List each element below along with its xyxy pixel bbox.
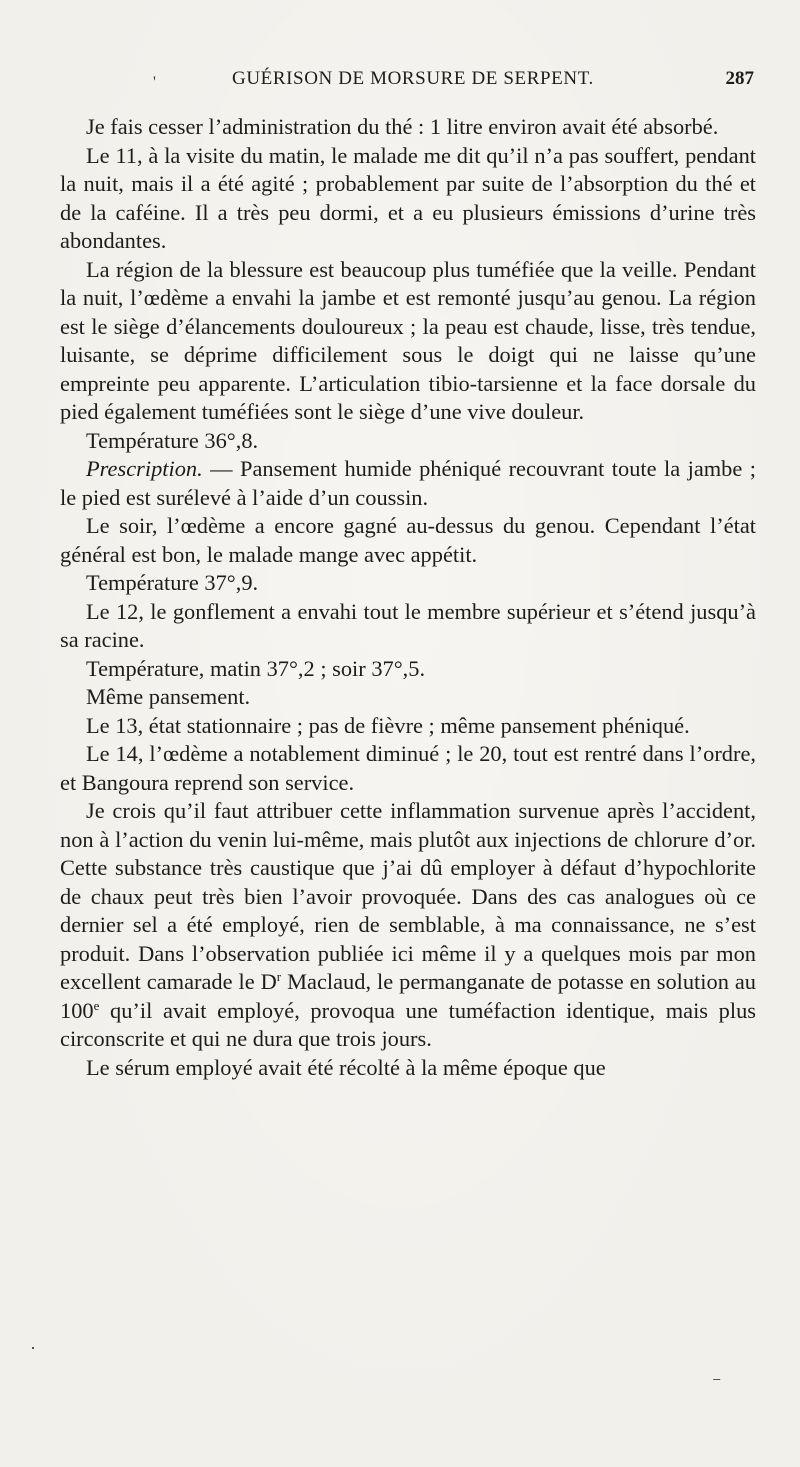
prescription-paragraph bbox=[60, 455, 756, 512]
paragraph: La région de la blessure est beaucoup plus tuméfiée que la veille. Pendant la nuit, l’œdème a envahi la jambe et est remonté jusqu’au genou. La région est le siège d’élancements douloureux ; la peau est chaude, lisse, très tendue, luisante, se déprime difficilement sous le doigt qui ne laisse qu’une empreinte peu apparente. L’articulation tibio-tarsienne et la face dorsale du pied également tuméfiées sont le siège d’une vive douleur. bbox=[60, 256, 756, 424]
doctor-abbrev-sup: r bbox=[276, 969, 282, 984]
discussion-paragraph bbox=[60, 797, 756, 1054]
running-head bbox=[60, 68, 754, 93]
prescription-label: Prescription. bbox=[86, 456, 203, 481]
paragraph: Le soir, l’œdème a encore gagné au-dessus du genou. Cependant l’état général est bon, le malade mange avec appétit. bbox=[60, 513, 756, 567]
temperature-line: Température 37°,9. bbox=[86, 570, 259, 595]
temperature-line: Température, matin 37°,2 ; soir 37°,5. bbox=[86, 655, 426, 681]
paragraph: Le 14, l’œdème a notablement diminué ; le 20, tout est rentré dans l’ordre, et Bangoura reprend son service. bbox=[60, 741, 756, 795]
prescription-text: — Pansement humide phéniqué recouvrant toute la jambe ; le pied est surélevé à l’aide d’un coussin. bbox=[60, 456, 756, 510]
discussion-text-middle: Maclaud, le permanganate de potasse en solution au 100 bbox=[60, 969, 756, 1023]
margin-dot-mark: · bbox=[30, 1338, 36, 1358]
ordinal-sup: e bbox=[93, 997, 100, 1013]
discussion-text-end: qu’il avait employé, provoqua une tuméfaction identique, mais plus circonscrite et qui ne dura que trois jours. bbox=[60, 997, 756, 1051]
paragraph: Le sérum employé avait été récolté à la même époque que bbox=[86, 1054, 606, 1080]
body-text bbox=[60, 113, 756, 1082]
page-number: 287 bbox=[725, 68, 754, 89]
print-dash-mark: ⁻ bbox=[712, 1373, 722, 1393]
temperature-line: Température 36°,8. bbox=[86, 427, 259, 453]
paragraph: Le 11, à la visite du matin, le malade me dit qu’il n’a pas souffert, pendant la nuit, mais il a été agité ; probablement par suite de l’absorption du thé et de la caféine. Il a très peu dormi, et a eu plusieurs émissions d’urine très abondantes. bbox=[60, 142, 756, 253]
print-speck-mark: ' bbox=[153, 74, 156, 91]
running-title: GUÉRISON DE MORSURE DE SERPENT. bbox=[232, 68, 594, 89]
paragraph: Même pansement. bbox=[86, 684, 251, 709]
paragraph: Le 12, le gonflement a envahi tout le membre supérieur et s’étend jusqu’à sa racine. bbox=[60, 598, 756, 652]
discussion-text-start: Je crois qu’il faut attribuer cette inflammation survenue après l’accident, non à l’action du venin lui-même, mais plutôt aux injections de chlorure d’or. Cette substance très caustique que j’ai dû employer à défaut d’hypochlorite de chaux peut très bien l’avoir provoquée. Dans des cas analogues où ce dernier sel a été employé, rien de semblable, à ma connaissance, ne s’est produit. Dans l’observation publiée ici même il y a quelques mois par mon excellent camarade le D bbox=[60, 798, 756, 994]
paragraph: Le 13, état stationnaire ; pas de fièvre ; même pansement phéniqué. bbox=[86, 712, 690, 738]
paragraph: Je fais cesser l’administration du thé : 1 litre environ avait été absorbé. bbox=[86, 114, 719, 139]
